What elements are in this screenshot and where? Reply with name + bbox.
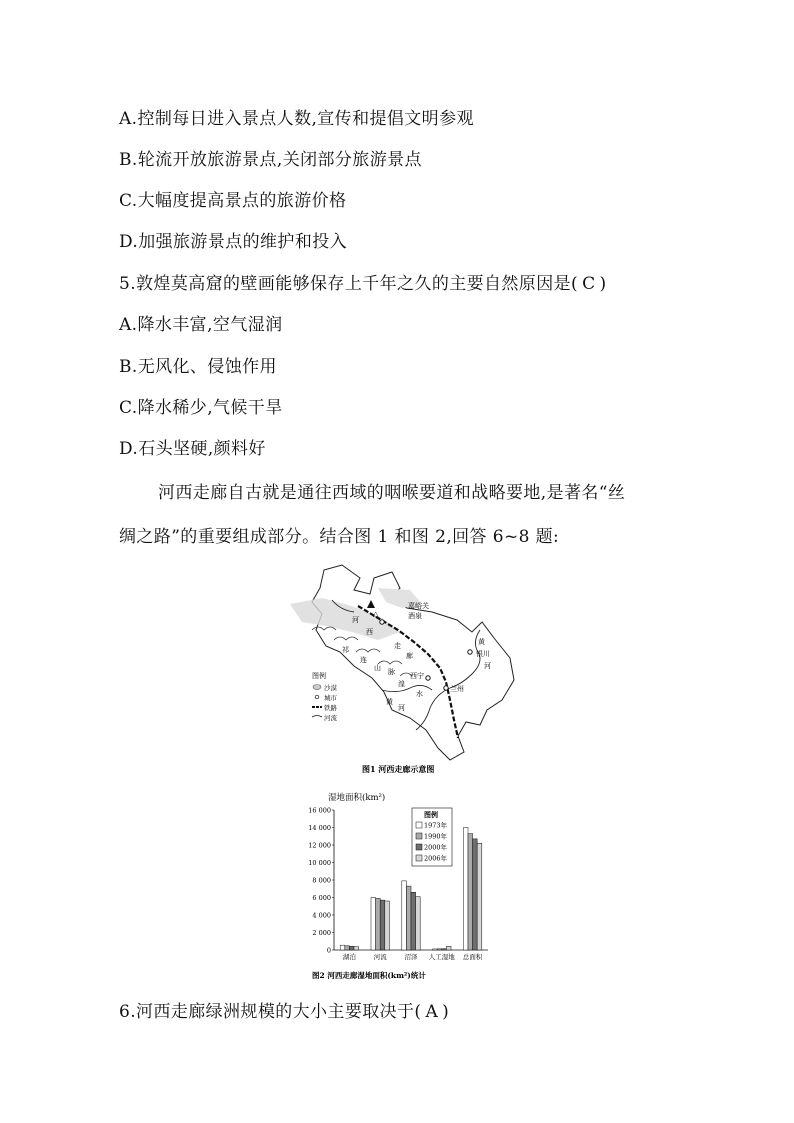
q5-stem-text: 5.敦煌莫高窟的壁画能够保存上千年之久的主要自然原因是(	[119, 274, 579, 294]
label-jiayuguan: 嘉峪关	[408, 602, 429, 610]
bar-1-2	[380, 900, 385, 950]
q4-option-c: C.大幅度提高景点的旅游价格	[119, 191, 347, 211]
bar-4-1	[468, 834, 473, 950]
legend-swatch	[416, 833, 422, 839]
legend-swatch	[416, 844, 422, 850]
bar-0-1	[345, 946, 350, 950]
q6-stem	[119, 1001, 449, 1023]
y-tick-label: 2 000	[312, 929, 331, 937]
label-xining: 西宁	[410, 672, 424, 680]
legend-label: 2006年	[424, 854, 448, 863]
river-icon	[312, 716, 322, 718]
city-icon	[315, 695, 319, 699]
q4-option-a: A.控制每日进入景点人数,宣传和提倡文明参观	[119, 109, 474, 129]
q6-answer: A	[425, 1002, 439, 1022]
bar-2-3	[416, 897, 421, 950]
bar-3-0	[433, 949, 438, 950]
bar-1-3	[385, 901, 390, 950]
bar-0-0	[340, 945, 345, 950]
q5-option-a: A.降水丰富,空气湿润	[119, 315, 283, 335]
bar-3-3	[446, 946, 451, 950]
map-char: 脉	[388, 668, 395, 676]
bar-3-1	[437, 949, 442, 950]
bar-1-1	[376, 898, 381, 950]
bar-3-2	[442, 949, 447, 950]
bar-4-2	[473, 839, 478, 950]
legend-railway: 铁路	[324, 704, 337, 712]
legend-swatch	[416, 822, 422, 828]
q6-stem-close: )	[442, 1002, 450, 1022]
label-lanzhou: 兰州	[450, 685, 464, 693]
x-tick-label: 沼泽	[404, 953, 418, 961]
map-char: 湟	[398, 680, 405, 688]
map-char: 河	[398, 704, 405, 712]
legend-label: 2000年	[424, 843, 448, 852]
triangle-landmark: △	[373, 610, 379, 618]
map-char: 走	[394, 642, 401, 650]
q5-option-c: C.降水稀少,气候干旱	[119, 398, 283, 418]
chart-title: 湿地面积(km²)	[328, 793, 386, 803]
landmark-icon	[367, 600, 375, 608]
q4-option-b: B.轮流开放旅游景点,关闭部分旅游景点	[119, 150, 422, 170]
desert-icon	[313, 685, 321, 690]
bar-2-0	[402, 881, 407, 950]
q5-option-b: B.无风化、侵蚀作用	[119, 357, 277, 377]
q5-stem-close: )	[599, 274, 607, 294]
map-char: 廊	[406, 652, 413, 660]
legend-swatch	[416, 855, 422, 861]
map-char: 山	[374, 664, 381, 672]
q5-stem	[119, 273, 607, 295]
q5-answer: C	[582, 274, 596, 294]
bar-1-0	[371, 898, 376, 951]
y-tick-label: 8 000	[312, 876, 331, 885]
y-axis	[308, 807, 488, 955]
city-lanzhou	[444, 686, 448, 690]
map-char: 河	[484, 662, 491, 670]
y-tick-label: 6 000	[312, 894, 331, 902]
chart-caption: 图2 河西走廊湿地面积(km²)统计	[312, 971, 426, 980]
bars	[340, 828, 482, 951]
bar-4-3	[477, 843, 482, 950]
label-jiuquan: 酒泉	[408, 612, 422, 620]
bar-0-3	[354, 947, 359, 950]
intro-line-2: 绸之路”的重要组成部分。结合图 1 和图 2,回答 6~8 题:	[119, 527, 560, 547]
y-tick-label: 10 000	[308, 859, 331, 867]
q4-option-d: D.加强旅游景点的维护和投入	[119, 232, 348, 252]
bar-0-2	[349, 946, 354, 950]
chart-legend	[412, 808, 452, 866]
map-char: 河	[352, 616, 359, 624]
wetland-area-chart	[300, 788, 496, 984]
x-tick-label: 湖泊	[342, 953, 356, 961]
y-tick-label: 16 000	[308, 806, 331, 815]
hexi-corridor-map	[282, 560, 520, 780]
legend-label: 1973年	[424, 821, 448, 830]
map-char: 西	[366, 628, 373, 636]
q5-option-d: D.石头坚硬,颜料好	[119, 439, 266, 459]
bar-2-2	[411, 892, 416, 950]
x-tick-label: 河流	[373, 953, 387, 961]
legend-city: 城市	[324, 694, 337, 702]
legend-desert: 沙漠	[324, 684, 337, 692]
label-yinchuan: 银川	[476, 650, 490, 658]
x-tick-label: 人工湿地	[428, 953, 455, 961]
intro-line-1: 河西走廊自古就是通往西域的咽喉要道和战略要地,是著名“丝	[158, 483, 626, 503]
map-char: 黄	[386, 698, 393, 706]
city-yinchuan	[468, 650, 472, 654]
q6-stem-text: 6.河西走廊绿洲规模的大小主要取决于(	[119, 1002, 422, 1022]
y-tick-label: 12 000	[308, 841, 331, 850]
x-axis-labels	[343, 952, 483, 961]
desert-area	[290, 598, 400, 640]
x-tick-label: 总面积	[462, 953, 483, 961]
city-xining	[426, 676, 430, 680]
bar-2-1	[406, 886, 411, 950]
bar-4-0	[463, 828, 468, 951]
y-tick-label: 14 000	[308, 824, 331, 832]
fig1-legend	[312, 683, 338, 722]
city-jiuquan	[380, 620, 384, 624]
y-tick-label: 0	[326, 946, 331, 955]
fig1-caption: 图1 河西走廊示意图	[362, 764, 435, 774]
map-char: 黄	[478, 638, 485, 646]
legend-river: 河流	[324, 714, 337, 722]
map-char: 祁	[342, 646, 349, 654]
map-char: 水	[416, 690, 423, 698]
legend-label: 1990年	[424, 832, 448, 841]
legend-title: 图例	[424, 810, 438, 819]
fig1-legend-title: 图例	[312, 672, 326, 680]
y-tick-label: 4 000	[312, 911, 331, 920]
map-char: 连	[360, 656, 367, 664]
